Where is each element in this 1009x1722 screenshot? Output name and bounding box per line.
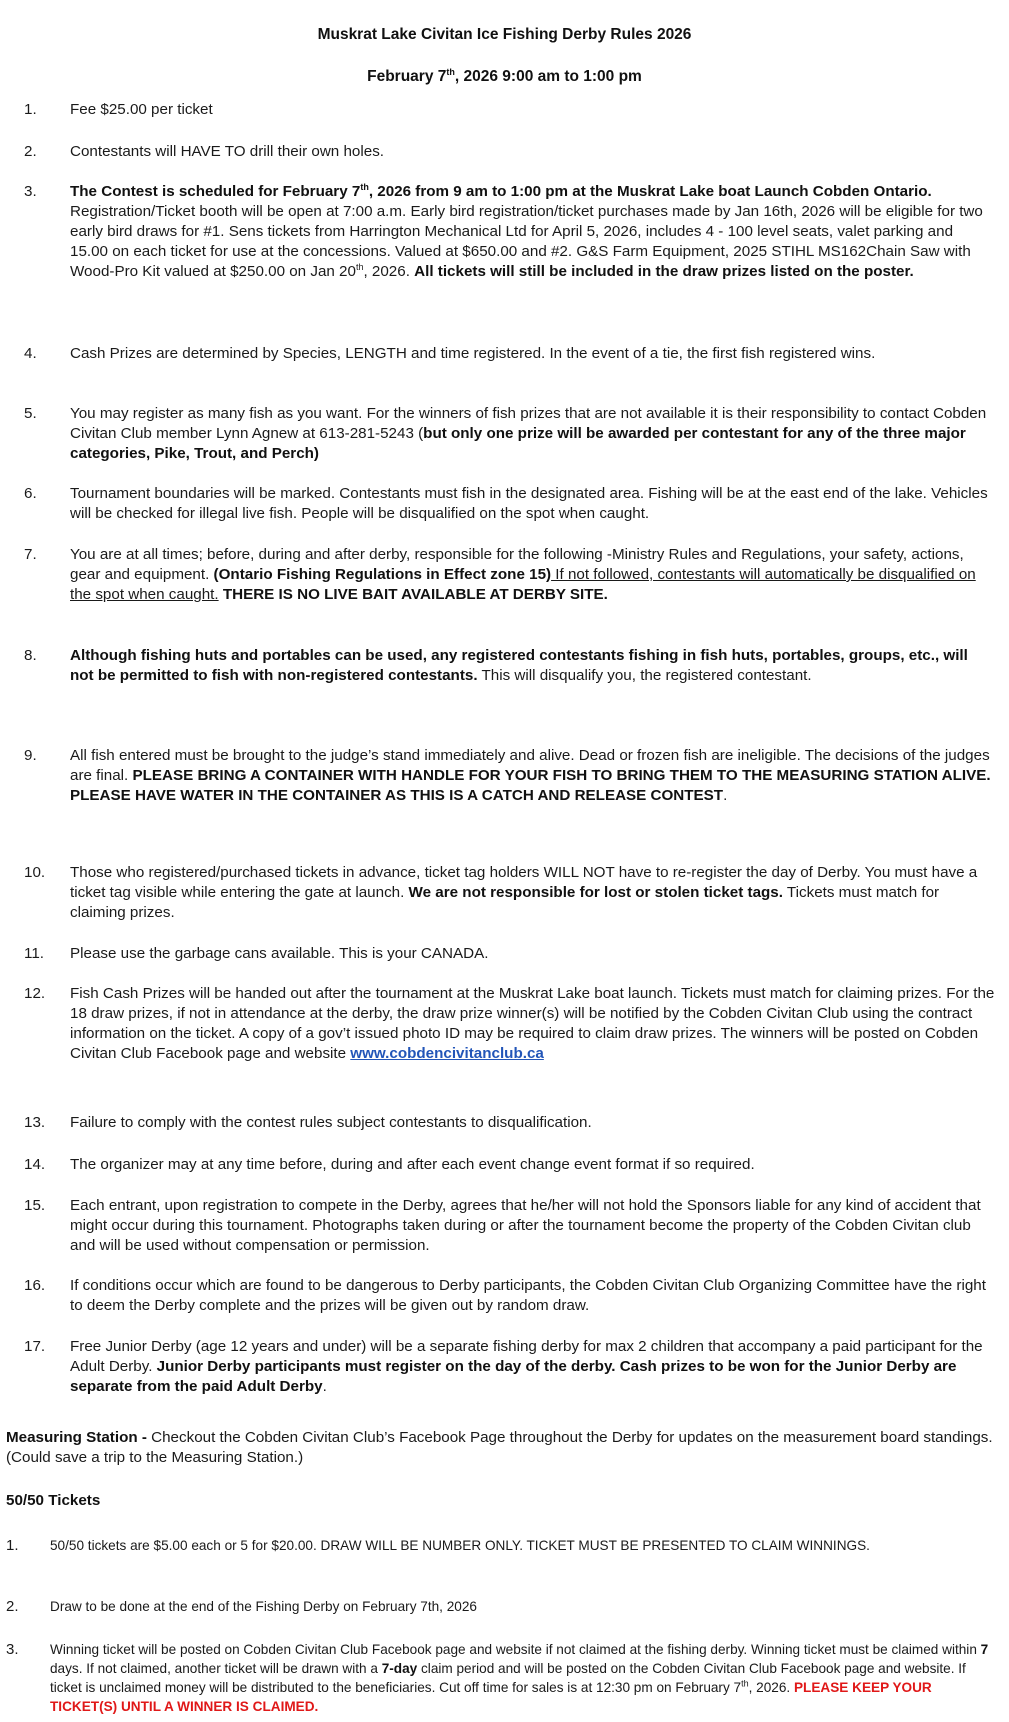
text-run: PLEASE KEEP YOUR TICKET(S) UNTIL A WINNER IS CLAIMED. (50, 1680, 932, 1714)
text-run: If not followed, contestants will automatically be disqualified on the spot when caught. (70, 566, 976, 603)
text-run: Contestants will HAVE TO drill their own holes. (70, 143, 385, 160)
rule-number: 9. (24, 747, 37, 764)
rule-number: 4. (24, 345, 37, 362)
text-run: This will disqualify you, the registered contestant. (477, 667, 812, 684)
rule-number: 10. (24, 864, 46, 881)
text-run: th (741, 1678, 749, 1689)
rule-number: 13. (24, 1114, 46, 1131)
text-run: All fish entered must be brought to the judge’s stand immediately and alive. Dead or frozen fish are ineligible. The decisions of the judges are final. (70, 747, 990, 784)
rule-text (70, 944, 995, 964)
rule-number: 5. (24, 405, 37, 422)
text-run: Junior Derby participants must register on the day of the derby. Cash prizes to be won for the Junior Derby are separate from the paid Adult Derby (70, 1358, 957, 1395)
item-number: 1. (6, 1537, 19, 1554)
rule-text (70, 1155, 995, 1175)
rule-text (70, 863, 995, 923)
rule-number: 3. (24, 183, 37, 200)
rule-text (70, 344, 995, 364)
rule-number: 7. (24, 546, 37, 563)
item-text (50, 1597, 1000, 1616)
text-run: 7 (980, 1642, 989, 1657)
rule-text (70, 404, 995, 464)
rule-number: 17. (24, 1338, 46, 1355)
text-run: The organizer may at any time before, during and after each event change event format if so required. (70, 1156, 755, 1173)
text-run: February 7 (367, 68, 447, 85)
text-run: 7-day (381, 1661, 418, 1676)
text-run: Draw to be done at the end of the Fishing Derby on February 7th, 2026 (50, 1599, 477, 1614)
rule-text (70, 984, 995, 1064)
document-subtitle-date (0, 67, 1009, 87)
text-run: Measuring Station - (6, 1429, 152, 1446)
text-run: . (723, 787, 728, 804)
text-run: If conditions occur which are found to be dangerous to Derby participants, the Cobden Civitan Club Organizing Committee have the right to deem the Derby complete and the prizes will be given out by random draw. (70, 1277, 986, 1314)
text-run: Failure to comply with the contest rules subject contestants to disqualification. (70, 1114, 592, 1131)
rule-number: 6. (24, 485, 37, 502)
text-run: You are at all times; before, during and after derby, responsible for the following -Ministry Rules and Regulations, your safety, actions, gear and equipment. (70, 546, 964, 583)
text-run: Checkout the Cobden Civitan Club’s Facebook Page throughout the Derby for updates on the measurement board standings. (Could save a trip to the Measuring Station.) (6, 1429, 993, 1466)
text-run: PLEASE BRING A CONTAINER WITH HANDLE FOR YOUR FISH TO BRING THEM TO THE MEASURING STATION ALIVE. PLEASE HAVE WATER IN THE CONTAINER AS THIS IS A CATCH AND RELEASE CONTEST (70, 767, 991, 804)
rule-text (70, 1196, 995, 1256)
text-run: (Ontario Fishing Regulations in Effect zone 15) (213, 566, 552, 583)
text-run: Tickets must match for claiming prizes. (70, 884, 940, 921)
rule-number: 12. (24, 985, 46, 1002)
item-text (50, 1640, 1000, 1716)
text-run: Fee $25.00 per ticket (70, 101, 213, 118)
rule-text (70, 484, 995, 524)
document-title: Muskrat Lake Civitan Ice Fishing Derby Rules 2026 (317, 26, 692, 43)
text-run: th (446, 66, 455, 77)
text-run: You may register as many fish as you want. For the winners of fish prizes that are not available it is their responsibility to contact Cobden Civitan Club member Lynn Agnew at 613-281-5243 ( (70, 405, 987, 442)
rule-number: 2. (24, 143, 37, 160)
text-run: claim period and will be posted on the Cobden Civitan Club Facebook page and website. If ticket is unclaimed money will be distributed to the beneficiaries. Cut off time for sales is at 12:30 pm on February 7 (50, 1661, 966, 1695)
text-run: , 2026. (748, 1680, 794, 1695)
text-run: Please use the garbage cans available. This is your CANADA. (70, 945, 489, 962)
text-run: th (360, 181, 369, 192)
rule-number: 15. (24, 1197, 46, 1214)
text-run: but only one prize will be awarded per contestant for any of the three major categories, Pike, Trout, and Perch) (70, 425, 966, 462)
rule-text (70, 545, 995, 605)
website-link[interactable]: www.cobdencivitanclub.ca (350, 1045, 544, 1062)
rule-text (70, 1276, 995, 1316)
rule-text (70, 1337, 995, 1397)
measuring-station-paragraph (6, 1428, 996, 1468)
rule-text (70, 182, 995, 282)
rule-number: 11. (24, 945, 44, 962)
text-run: Cash Prizes are determined by Species, LENGTH and time registered. In the event of a tie, the first fish registered wins. (70, 345, 876, 362)
text-run: th (355, 261, 364, 272)
text-run: All tickets will still be included in the draw prizes listed on the poster. (414, 263, 914, 280)
rule-number: 16. (24, 1277, 46, 1294)
text-run: Registration/Ticket booth will be open at 7:00 a.m. Early bird registration/ticket purchases made by Jan 16th, 2026 will be eligible for two early bird draws for #1. Sens tickets from Harrington Mechanical Ltd for April 5, 2026, includes 4 - 100 level seats, valet parking and 15.00 on each ticket for use at the concessions. Valued at $650.00 and #2. G&S Farm Equipment, 2025 STIHL MS162Chain Saw with Wood-Pro Kit valued at $250.00 on Jan 20 (70, 203, 983, 280)
text-run: Tournament boundaries will be marked. Contestants must fish in the designated area. Fishing will be at the east end of the lake. Vehicles will be checked for illegal live fish. People will be disqualified on the spot when caught. (70, 485, 988, 522)
text-run: Although fishing huts and portables can be used, any registered contestants fishing in fish huts, portables, groups, etc., will not be permitted to fish with non-registered contestants. (70, 647, 968, 684)
text-run: 50/50 tickets are $5.00 each or 5 for $20.00. DRAW WILL BE NUMBER ONLY. TICKET MUST BE PRESENTED TO CLAIM WINNINGS. (50, 1538, 870, 1553)
text-run: The Contest is scheduled for February 7 (70, 183, 361, 200)
rule-text (70, 746, 995, 806)
text-run: Fish Cash Prizes will be handed out after the tournament at the Muskrat Lake boat launch. Tickets must match for claiming prizes. For the 18 draw prizes, if not in attendance at the derby, the draw prize winner(s) will be notified by the Cobden Civitan Club using the contract information on the ticket. A copy of a gov’t issued photo ID may be required to claim draw prizes. The winners will be posted on Cobden Civitan Club Facebook page and website (70, 985, 995, 1062)
text-run: , 2026 from 9 am to 1:00 pm at the Muskrat Lake boat Launch Cobden Ontario. (368, 183, 932, 200)
text-run: Free Junior Derby (age 12 years and under) will be a separate fishing derby for max 2 children that accompany a paid participant for the Adult Derby. (70, 1338, 983, 1375)
rule-text (70, 100, 995, 120)
rule-text (70, 1113, 995, 1133)
text-run: Winning ticket will be posted on Cobden Civitan Club Facebook page and website if not claimed at the fishing derby. Winning ticket must be claimed within (50, 1642, 981, 1657)
rule-number: 14. (24, 1156, 46, 1173)
text-run: days. If not claimed, another ticket will be drawn with a (50, 1661, 382, 1676)
text-run: Those who registered/purchased tickets in advance, ticket tag holders WILL NOT have to re-register the day of Derby. You must have a ticket tag visible while entering the gate at launch. (70, 864, 978, 901)
rule-number: 1. (24, 101, 37, 118)
text-run: We are not responsible for lost or stolen ticket tags. (408, 884, 783, 901)
text-run: , 2026 9:00 am to 1:00 pm (454, 68, 642, 85)
item-text (50, 1536, 1000, 1555)
text-run: , 2026. (363, 263, 415, 280)
rule-number: 8. (24, 647, 37, 664)
rule-text (70, 142, 995, 162)
item-number: 3. (6, 1641, 19, 1658)
text-run: . (322, 1378, 327, 1395)
fifty-fifty-heading: 50/50 Tickets (6, 1492, 101, 1509)
text-run: THERE IS NO LIVE BAIT AVAILABLE AT DERBY SITE. (222, 586, 608, 603)
rule-text (70, 646, 995, 686)
text-run: Each entrant, upon registration to compete in the Derby, agrees that he/her will not hold the Sponsors liable for any kind of accident that might occur during this tournament. Photographs taken during or after the tournament become the property of the Cobden Civitan club and will be used without compensation or permission. (70, 1197, 981, 1254)
item-number: 2. (6, 1598, 19, 1615)
